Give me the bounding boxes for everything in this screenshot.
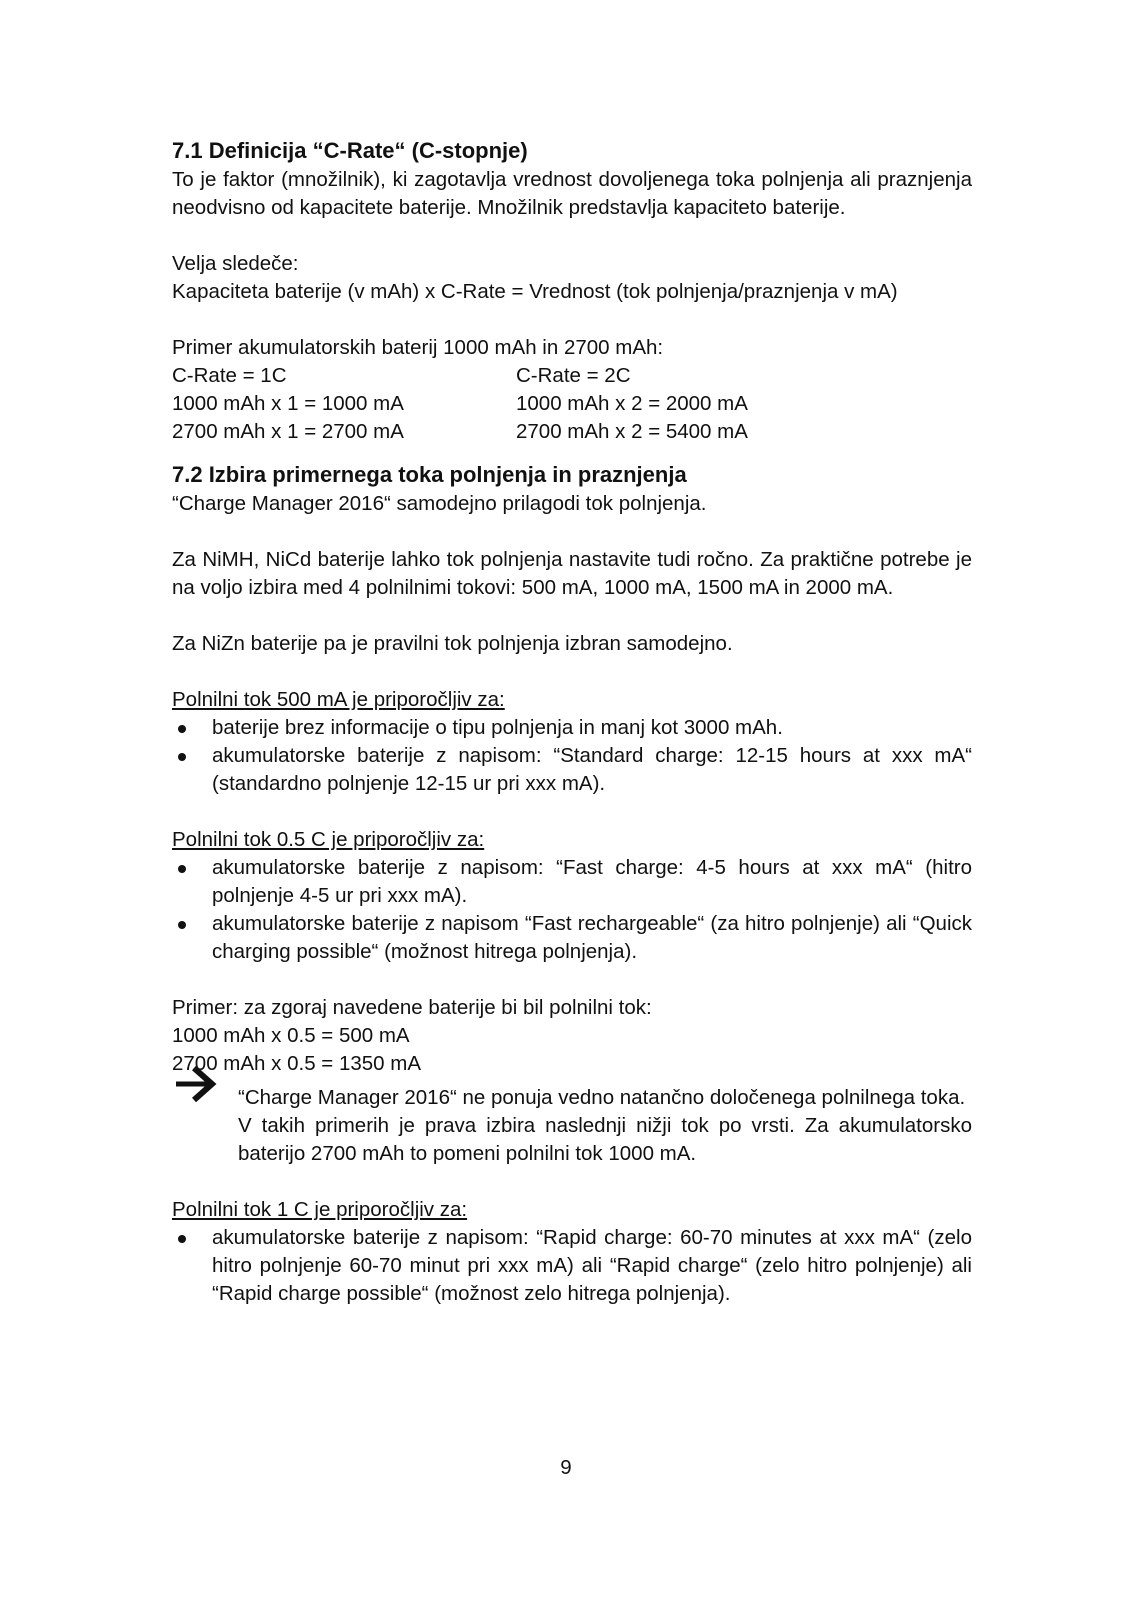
note-text: “Charge Manager 2016“ ne ponuja vedno natančno določenega polnilnega toka. [238, 1086, 966, 1109]
note-block [172, 1084, 972, 1168]
c-rate-definition: To je faktor (množilnik), ki zagotavlja vrednost dovoljenega toka polnjenja ali praznjenja neodvisno od kapacitete baterije. Množilnik predstavlja kapaciteto baterije. [172, 168, 972, 219]
table-cell: 2700 mAh x 1 = 2700 mA [172, 420, 404, 443]
rec-500ma-title: Polnilni tok 500 mA je priporočljiv za: [172, 688, 505, 711]
bullet-icon [178, 865, 186, 873]
section-7-2-heading: 7.2 Izbira primernega toka polnjenja in praznjenja [172, 462, 687, 487]
list-item: akumulatorske baterije z napisom “Fast rechargeable“ (za hitro polnjenje) ali “Quick charging possible“ (možnost hitrega polnjenja). [172, 910, 972, 966]
note-text: V takih primerih je prava izbira naslednji nižji tok po vrsti. Za akumulatorsko baterijo 2700 mAh to pomeni polnilni tok 1000 mA. [238, 1114, 972, 1165]
rec-05c-list [172, 854, 972, 966]
table-cell: 1000 mAh x 2 = 2000 mA [516, 392, 748, 415]
arrow-right-icon [172, 1064, 220, 1104]
rec-1c-title: Polnilni tok 1 C je priporočljiv za: [172, 1198, 468, 1221]
table-cell: C-Rate = 2C [516, 364, 631, 387]
example-line: 1000 mAh x 0.5 = 500 mA [172, 1024, 410, 1047]
c-rate-table [172, 362, 972, 446]
auto-adjust-text: “Charge Manager 2016“ samodejno prilagodi tok polnjenja. [172, 492, 707, 515]
list-item: baterije brez informacije o tipu polnjenja in manj kot 3000 mAh. [172, 714, 972, 742]
table-row [172, 390, 972, 418]
list-item: akumulatorske baterije z napisom: “Rapid charge: 60-70 minutes at xxx mA“ (zelo hitro polnjenje 60-70 minut pri xxx mA) ali “Rapid charge“ (zelo hitro polnjenje) ali “Rapid charge possible“ (možnost zelo hitrega polnjenja). [172, 1224, 972, 1308]
manual-current-text: Za NiMH, NiCd baterije lahko tok polnjenja nastavite tudi ročno. Za praktične potrebe je na voljo izbira med 4 polnilnimi tokovi: 500 mA, 1000 mA, 1500 mA in 2000 mA. [172, 548, 972, 599]
list-item: akumulatorske baterije z napisom: “Standard charge: 12-15 hours at xxx mA“ (standardno polnjenje 12-15 ur pri xxx mA). [172, 742, 972, 798]
table-cell: 2700 mAh x 2 = 5400 mA [516, 420, 748, 443]
document-page [172, 136, 972, 1308]
example-line: 2700 mAh x 0.5 = 1350 mA [172, 1052, 422, 1075]
c-rate-formula: Kapaciteta baterije (v mAh) x C-Rate = Vrednost (tok polnjenja/praznjenja v mA) [172, 280, 898, 303]
list-item: akumulatorske baterije z napisom: “Fast charge: 4-5 hours at xxx mA“ (hitro polnjenje 4-5 ur pri xxx mA). [172, 854, 972, 910]
bullet-icon [178, 725, 186, 733]
rec-500ma-list [172, 714, 972, 798]
example-label: Primer: za zgoraj navedene baterije bi bil polnilni tok: [172, 996, 652, 1019]
bullet-icon [178, 1235, 186, 1243]
rec-1c-list [172, 1224, 972, 1308]
table-cell: C-Rate = 1C [172, 364, 287, 387]
nizn-text: Za NiZn baterije pa je pravilni tok polnjenja izbran samodejno. [172, 632, 733, 655]
rec-05c-title: Polnilni tok 0.5 C je priporočljiv za: [172, 828, 485, 851]
valid-label: Velja sledeče: [172, 252, 299, 275]
table-row [172, 362, 972, 390]
table-cell: 1000 mAh x 1 = 1000 mA [172, 392, 404, 415]
table-row [172, 418, 972, 446]
bullet-icon [178, 921, 186, 929]
page-number: 9 [560, 1456, 572, 1479]
bullet-icon [178, 753, 186, 761]
example-title: Primer akumulatorskih baterij 1000 mAh in 2700 mAh: [172, 336, 664, 359]
section-7-1-heading: 7.1 Definicija “C-Rate“ (C-stopnje) [172, 138, 528, 163]
